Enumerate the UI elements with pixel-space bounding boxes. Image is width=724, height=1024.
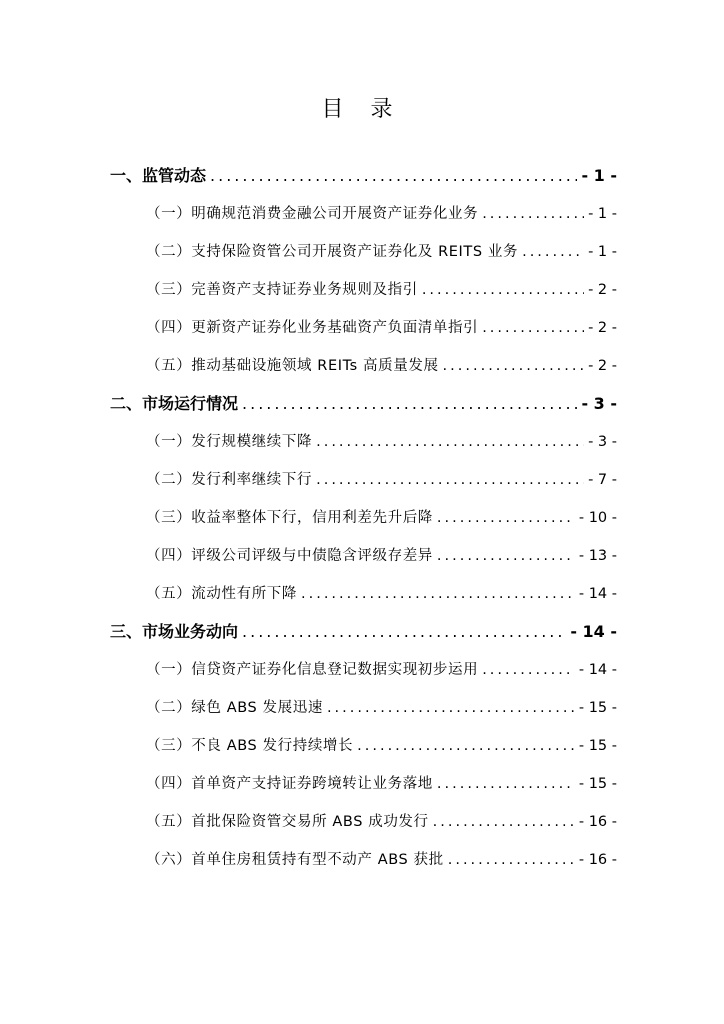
toc-entry-label: 二、市场运行情况 [110, 394, 239, 413]
toc-entry[interactable] [146, 278, 617, 302]
toc-entry-label: （五）推动基础设施领域 REITs 高质量发展 [146, 358, 439, 374]
toc-entry[interactable] [146, 544, 617, 568]
toc-leader-dots [437, 544, 575, 568]
toc-entry-label: （三）不良 ABS 发行持续增长 [146, 738, 354, 754]
toc-entry-label: （六）首单住房租赁持有型不动产 ABS 获批 [146, 852, 444, 868]
toc-leader-dots [210, 164, 577, 188]
toc-leader-dots [242, 392, 577, 416]
toc-entry-label: 三、市场业务动向 [110, 622, 239, 641]
toc-entry-label: （一）明确规范消费金融公司开展资产证券化业务 [146, 206, 479, 222]
toc-leader-dots [443, 354, 585, 378]
toc-entry-label: （一）发行规模继续下降 [146, 434, 313, 450]
toc-entry-page: - 1 - [588, 244, 617, 260]
toc-entry-page: - 1 - [581, 166, 617, 185]
toc-leader-dots [242, 620, 566, 644]
toc-entry[interactable] [110, 620, 617, 644]
toc-entry[interactable] [146, 240, 617, 264]
toc-leader-dots [437, 772, 575, 796]
toc-entry-page: - 10 - [578, 510, 617, 526]
toc-leader-dots [448, 848, 575, 872]
toc-entry[interactable] [146, 848, 617, 872]
toc-entry-label: （二）支持保险资管公司开展资产证券化及 REITS 业务 [146, 244, 519, 260]
toc-entry[interactable] [146, 202, 617, 226]
toc-entry[interactable] [146, 506, 617, 530]
toc-leader-dots [482, 658, 575, 682]
toc-leader-dots [482, 316, 584, 340]
toc-entry[interactable] [146, 810, 617, 834]
toc-entry-page: - 7 - [588, 472, 617, 488]
toc-entry[interactable] [146, 696, 617, 720]
toc-entry-page: - 2 - [588, 358, 617, 374]
toc-entry-page: - 16 - [578, 814, 617, 830]
toc-entry-page: - 14 - [578, 662, 617, 678]
toc-entry-page: - 3 - [588, 434, 617, 450]
toc-entry[interactable] [146, 772, 617, 796]
toc-entry-label: （一）信贷资产证券化信息登记数据实现初步运用 [146, 662, 479, 678]
toc-leader-dots [522, 240, 584, 264]
toc-entry-page: - 14 - [578, 586, 617, 602]
toc-entry[interactable] [110, 164, 617, 188]
toc-entry-page: - 1 - [588, 206, 617, 222]
toc-entry-label: （三）收益率整体下行，信用利差先升后降 [146, 510, 433, 526]
toc-entry[interactable] [146, 468, 617, 492]
toc-entry-page: - 15 - [578, 700, 617, 716]
toc-leader-dots [357, 734, 575, 758]
toc-leader-dots [437, 506, 575, 530]
toc-leader-dots [422, 278, 584, 302]
toc-entry-label: （四）首单资产支持证券跨境转让业务落地 [146, 776, 433, 792]
toc-entry-label: （五）首批保险资管交易所 ABS 成功发行 [146, 814, 429, 830]
toc-entry[interactable] [110, 392, 617, 416]
toc-title: 目 录 [321, 97, 403, 122]
toc-entry-page: - 3 - [581, 394, 617, 413]
toc-entry-page: - 2 - [588, 282, 617, 298]
toc-entry[interactable] [146, 316, 617, 340]
toc-entry-label: （四）更新资产证券化业务基础资产负面清单指引 [146, 320, 479, 336]
toc-entry-label: （五）流动性有所下降 [146, 586, 297, 602]
toc-entry[interactable] [146, 734, 617, 758]
toc-entry[interactable] [146, 354, 617, 378]
toc-entry-page: - 13 - [578, 548, 617, 564]
toc-entry-label: （二）绿色 ABS 发展迅速 [146, 700, 323, 716]
toc-leader-dots [327, 696, 575, 720]
toc-leader-dots [316, 468, 584, 492]
toc-leader-dots [433, 810, 575, 834]
toc-entry[interactable] [146, 658, 617, 682]
toc-entry-page: - 15 - [578, 738, 617, 754]
toc-entry-label: （四）评级公司评级与中债隐含评级存差异 [146, 548, 433, 564]
toc-entry-page: - 14 - [570, 622, 617, 641]
toc-leader-dots [316, 430, 584, 454]
toc-entry-label: 一、监管动态 [110, 166, 207, 185]
toc-entry-page: - 15 - [578, 776, 617, 792]
toc-leader-dots [301, 582, 575, 606]
toc-entry-page: - 2 - [588, 320, 617, 336]
toc-entry[interactable] [146, 430, 617, 454]
toc-entry[interactable] [146, 582, 617, 606]
toc-entry-label: （二）发行利率继续下行 [146, 472, 313, 488]
toc-entry-label: （三）完善资产支持证券业务规则及指引 [146, 282, 418, 298]
toc-entry-page: - 16 - [578, 852, 617, 868]
toc-leader-dots [482, 202, 584, 226]
